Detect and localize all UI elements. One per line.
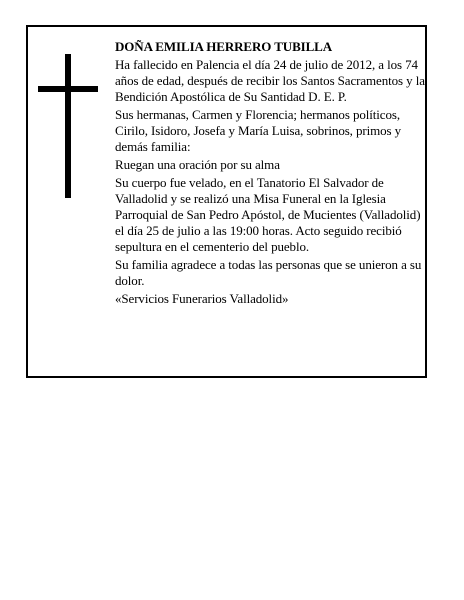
funeral-details: Su cuerpo fue velado, en el Tanatorio El Salvador de Valladolid y se realizó una Misa Funeral en la Iglesia Parroquial de San Pedro Apóstol, de Mucientes (Valladolid) el día 25 de julio a las 19:00 horas. Acto seguido recibió sepultura en el cementerio del pueblo.	[115, 175, 421, 254]
prayer-request: Ruegan una oración por su alma	[115, 157, 280, 172]
notice-text	[115, 39, 425, 309]
funeral-service-credit: «Servicios Funerarios Valladolid»	[115, 291, 289, 306]
cross-icon	[38, 54, 98, 198]
obituary-notice	[26, 25, 427, 378]
family-members: Sus hermanas, Carmen y Florencia; hermanos políticos, Cirilo, Isidoro, Josefa y María Luisa, sobrinos, primos y demás familia:	[115, 107, 402, 154]
deceased-name: DOÑA EMILIA HERRERO TUBILLA	[115, 39, 333, 54]
cross-horizontal-bar	[38, 86, 98, 92]
death-announcement: Ha fallecido en Palencia el día 24 de julio de 2012, a los 74 años de edad, después de recibir los Santos Sacramentos y la Bendición Apostólica de Su Santidad D. E. P.	[115, 57, 425, 104]
cross-vertical-bar	[65, 54, 71, 198]
family-thanks: Su familia agradece a todas las personas que se unieron a su dolor.	[115, 257, 422, 288]
